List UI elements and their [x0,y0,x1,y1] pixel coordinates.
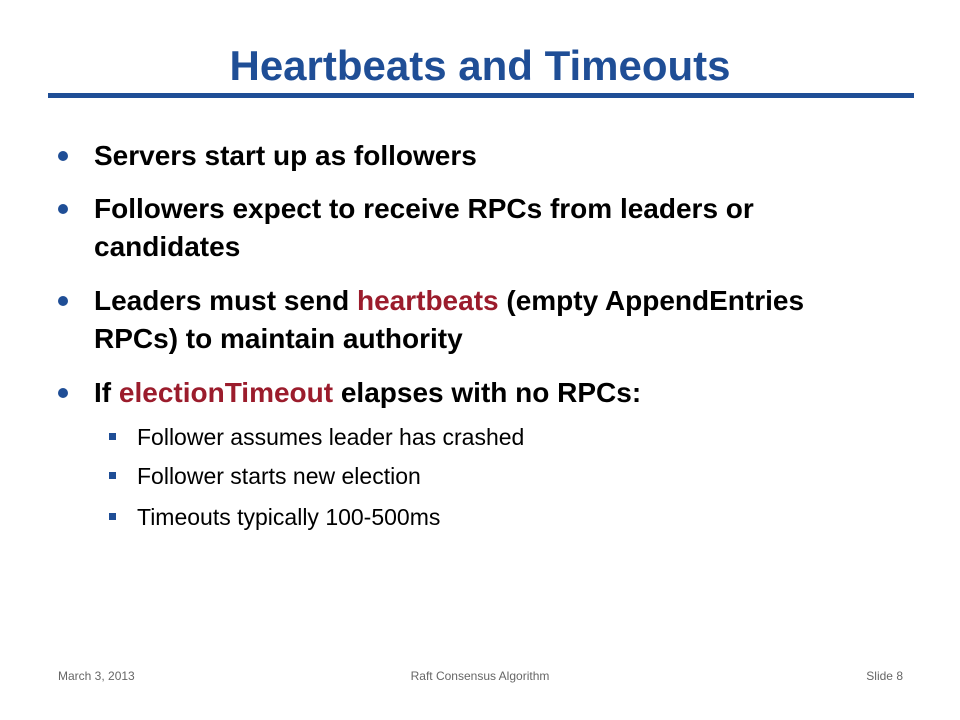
square-bullet-icon [109,472,116,479]
bullet-4-highlight: electionTimeout [118,377,334,408]
subbullet-1 [137,422,897,452]
subbullet-1-text: Follower assumes leader has crashed [137,424,525,450]
bullet-1 [94,137,894,175]
subbullet-2 [137,461,897,491]
bullet-4-text-after: elapses with no RPCs: [333,377,642,408]
bullet-2-text: Followers expect to receive RPCs from leaders or candidates [94,193,754,262]
footer-date: March 3, 2013 [58,669,135,683]
bullet-dot-icon [58,296,68,306]
square-bullet-icon [109,433,116,440]
bullet-3 [94,282,894,358]
bullet-3-text-before: Leaders must send [94,285,357,316]
bullet-4 [94,374,894,412]
footer-title: Raft Consensus Algorithm [410,669,550,683]
bullet-dot-icon [58,204,68,214]
subbullet-3 [137,502,897,532]
bullet-dot-icon [58,388,68,398]
bullet-2 [94,190,894,266]
title-underline [48,93,914,98]
square-bullet-icon [109,513,116,520]
bullet-3-highlight: heartbeats [356,285,499,316]
subbullet-2-text: Follower starts new election [137,463,421,489]
bullet-4-text-before: If [94,377,119,408]
slide-title: Heartbeats and Timeouts [229,42,731,89]
bullet-dot-icon [58,151,68,161]
bullet-3-text-after: (empty AppendEntries RPCs) to maintain authority [94,285,805,354]
subbullet-3-text: Timeouts typically 100-500ms [137,504,441,530]
bullet-1-text: Servers start up as followers [94,140,477,171]
footer-slide-number: Slide 8 [866,669,903,683]
